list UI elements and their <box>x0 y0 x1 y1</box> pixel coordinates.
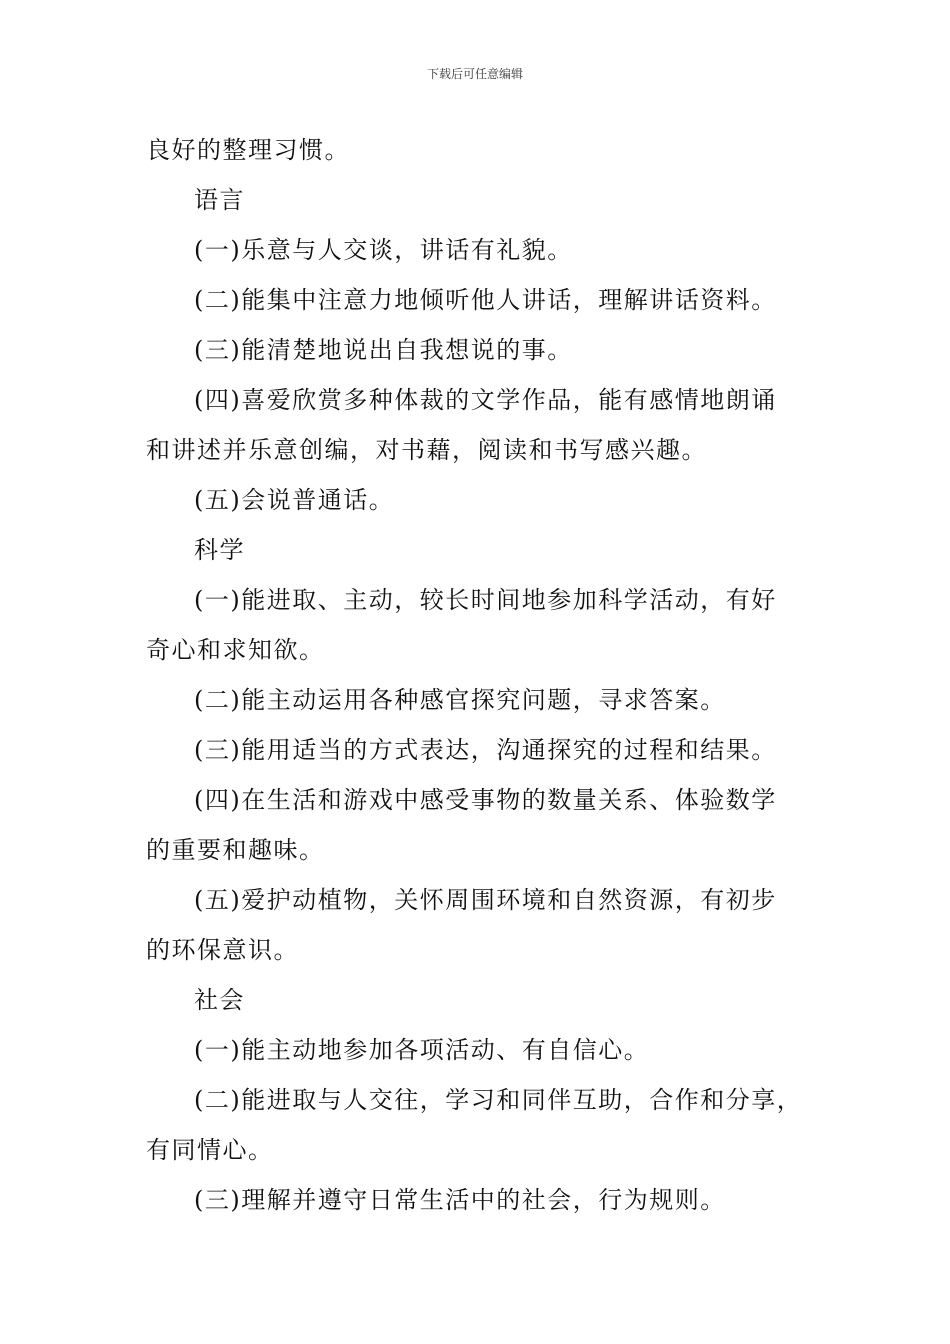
section-heading-society: 社会 <box>194 986 245 1014</box>
text-line: (三)理解并遵守日常生活中的社会，行为规则。 <box>194 1186 726 1214</box>
text-line: (二)能进取与人交往，学习和同伴互助，合作和分享， <box>194 1086 803 1114</box>
text-line: (四)喜爱欣赏多种体裁的文学作品，能有感情地朗诵 <box>194 386 777 414</box>
text-line: (一)能主动地参加各项活动、有自信心。 <box>194 1036 650 1064</box>
text-line: 有同情心。 <box>146 1136 274 1164</box>
section-heading-language: 语言 <box>194 186 245 214</box>
text-line: (二)能主动运用各种感官探究问题，寻求答案。 <box>194 686 726 714</box>
text-line: (五)爱护动植物，关怀周围环境和自然资源，有初步 <box>194 886 777 914</box>
section-heading-science: 科学 <box>194 536 245 564</box>
text-line: 良好的整理习惯。 <box>146 136 350 164</box>
text-line: (一)乐意与人交谈，讲话有礼貌。 <box>194 236 573 264</box>
text-line: (三)能用适当的方式表达，沟通探究的过程和结果。 <box>194 736 777 764</box>
text-line: (三)能清楚地说出自我想说的事。 <box>194 336 573 364</box>
text-line: (五)会说普通话。 <box>194 486 395 514</box>
page-header: 下载后可任意编辑 <box>426 67 523 81</box>
text-line: 的环保意识。 <box>146 936 299 964</box>
text-line: (二)能集中注意力地倾听他人讲话，理解讲话资料。 <box>194 286 777 314</box>
text-line: (一)能进取、主动，较长时间地参加科学活动，有好 <box>194 586 777 614</box>
text-line: 奇心和求知欲。 <box>146 636 325 664</box>
document-body <box>146 125 826 1225</box>
text-line: (四)在生活和游戏中感受事物的数量关系、体验数学 <box>194 786 777 814</box>
text-line: 和讲述并乐意创编，对书藉，阅读和书写感兴趣。 <box>146 436 707 464</box>
text-line: 的重要和趣味。 <box>146 836 325 864</box>
